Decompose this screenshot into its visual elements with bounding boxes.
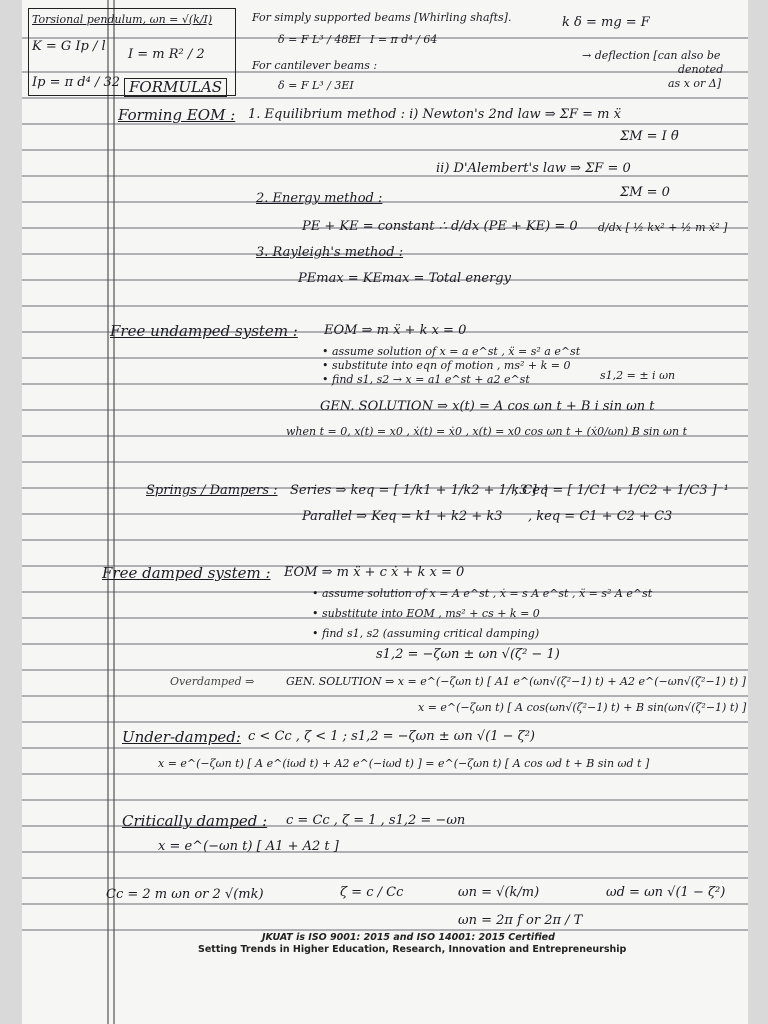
- eom-method-2c: d/dx [ ½ kx² + ½ m ẋ² ]: [598, 221, 728, 234]
- underdamped-condition: c < Cc , ζ < 1 ; s1,2 = −ζωn ± ωn √(1 − ζ²): [248, 729, 535, 744]
- undamped-gen-solution: GEN. SOLUTION ⇒ x(t) = A cos ωn t + B i sin ωn t: [320, 399, 655, 414]
- undamped-eom: EOM ⇒ m ẍ + k x = 0: [324, 323, 467, 338]
- footer-certification: JKUAT is ISO 9001: 2015 and ISO 14001: 2015 Certified: [262, 932, 555, 943]
- deflection-note-2: denoted: [678, 63, 724, 76]
- damped-step-2: • substitute into EOM , ms² + cs + k = 0: [312, 607, 540, 620]
- deflection-note-3: as x or Δ]: [668, 77, 722, 90]
- beams-simply-delta: δ = F L³ / 48EI: [278, 33, 361, 46]
- damped-eom: EOM ⇒ m ẍ + c ẋ + k x = 0: [284, 565, 465, 580]
- eom-method-2b: PE + KE = constant ∴ d/dx (PE + KE) = 0: [302, 219, 578, 234]
- formulas-box-label: FORMULAS: [124, 78, 227, 97]
- summary-wn-2: ωn = 2π f or 2π / T: [458, 913, 583, 928]
- springs-series-c: , Ceq = [ 1/C1 + 1/C2 + 1/C3 ]⁻¹: [514, 483, 729, 498]
- damped-step-3: • find s1, s2 (assuming critical damping): [312, 627, 540, 640]
- torsional-title: Torsional pendulum, ωn = √(k/I): [32, 13, 213, 26]
- beams-simply-supported: For simply supported beams [Whirling shafts].: [252, 11, 512, 24]
- undamped-heading: Free undamped system :: [110, 322, 298, 340]
- eom-method-3b: PEmax = KEmax = Total energy: [298, 271, 511, 286]
- ip-equation: Ip = π d⁴ / 32: [32, 75, 121, 90]
- beams-i: I = π d⁴ / 64: [370, 33, 438, 46]
- springs-heading: Springs / Dampers :: [146, 483, 278, 498]
- i-equation: I = m R² / 2: [128, 47, 205, 62]
- footer-tagline: Setting Trends in Higher Education, Research, Innovation and Entrepreneurship: [198, 944, 627, 955]
- underdamped-heading: Under-damped:: [122, 728, 241, 746]
- beams-cantilever-delta: δ = F L³ / 3EI: [278, 79, 354, 92]
- summary-wd: ωd = ωn √(1 − ζ²): [606, 885, 726, 900]
- k-delta: k δ = mg = F: [562, 15, 650, 30]
- eom-method-1d: ΣM = 0: [620, 185, 670, 200]
- springs-series: Series ⇒ keq = [ 1/k1 + 1/k2 + 1/k3 ]⁻¹: [290, 483, 549, 498]
- springs-parallel-c: , keq = C1 + C2 + C3: [528, 509, 673, 524]
- springs-parallel: Parallel ⇒ Keq = k1 + k2 + k3: [302, 509, 503, 524]
- damped-roots: s1,2 = −ζωn ± ωn √(ζ² − 1): [376, 647, 560, 662]
- eom-method-1: 1. Equilibrium method : i) Newton's 2nd law ⇒ ΣF = m ẍ: [248, 107, 621, 122]
- summary-zeta: ζ = c / Cc: [340, 885, 404, 900]
- damped-gen-solution: GEN. SOLUTION ⇒ x = e^(−ζωn t) [ A1 e^(ωn√(ζ²−1) t) + A2 e^(−ωn√(ζ²−1) t) ]: [286, 675, 746, 688]
- undamped-step-2: • substitute into eqn of motion , ms² + k = 0: [322, 359, 571, 372]
- critical-condition: c = Cc , ζ = 1 , s1,2 = −ωn: [286, 813, 466, 828]
- eom-method-2: 2. Energy method :: [256, 191, 383, 206]
- undamped-step-3: • find s1, s2 → x = a1 e^st + a2 e^st: [322, 373, 530, 386]
- damped-gen-solution-2: x = e^(−ζωn t) [ A cos(ωn√(ζ²−1) t) + B sin(ωn√(ζ²−1) t) ]: [418, 701, 747, 714]
- undamped-initial-conditions: when t = 0, x(t) = x0 , ẋ(t) = ẋ0 , x(t) = x0 cos ωn t + (ẋ0/ωn) B sin ωn t: [286, 425, 687, 438]
- eom-method-3: 3. Rayleigh's method :: [256, 245, 404, 260]
- summary-cc: Cc = 2 m ωn or 2 √(mk): [106, 887, 264, 902]
- damped-step-1: • assume solution of x = A e^st , ẋ = s A e^st , ẍ = s² A e^st: [312, 587, 653, 600]
- k-equation: K = G Ip / l: [32, 39, 106, 54]
- eom-heading: Forming EOM :: [118, 106, 236, 124]
- underdamped-solution: x = e^(−ζωn t) [ A e^(iωd t) + A2 e^(−iωd t) ] = e^(−ζωn t) [ A cos ωd t + B sin ωd t ]: [158, 757, 650, 770]
- overdamped-label: Overdamped ⇒: [170, 675, 255, 688]
- beams-cantilever: For cantilever beams :: [252, 59, 378, 72]
- eom-method-1c: ii) D'Alembert's law ⇒ ΣF = 0: [436, 161, 631, 176]
- damped-heading: Free damped system :: [102, 564, 271, 582]
- critical-heading: Critically damped :: [122, 812, 268, 830]
- undamped-step-1: • assume solution of x = a e^st , ẍ = s² a e^st: [322, 345, 581, 358]
- critical-solution: x = e^(−ωn t) [ A1 + A2 t ]: [158, 839, 339, 854]
- eom-method-1b: ΣM = I θ̈: [620, 129, 679, 144]
- undamped-roots: s1,2 = ± i ωn: [600, 369, 676, 382]
- notebook-page: [22, 0, 748, 1024]
- summary-wn: ωn = √(k/m): [458, 885, 540, 900]
- deflection-note: → deflection [can also be: [582, 49, 721, 62]
